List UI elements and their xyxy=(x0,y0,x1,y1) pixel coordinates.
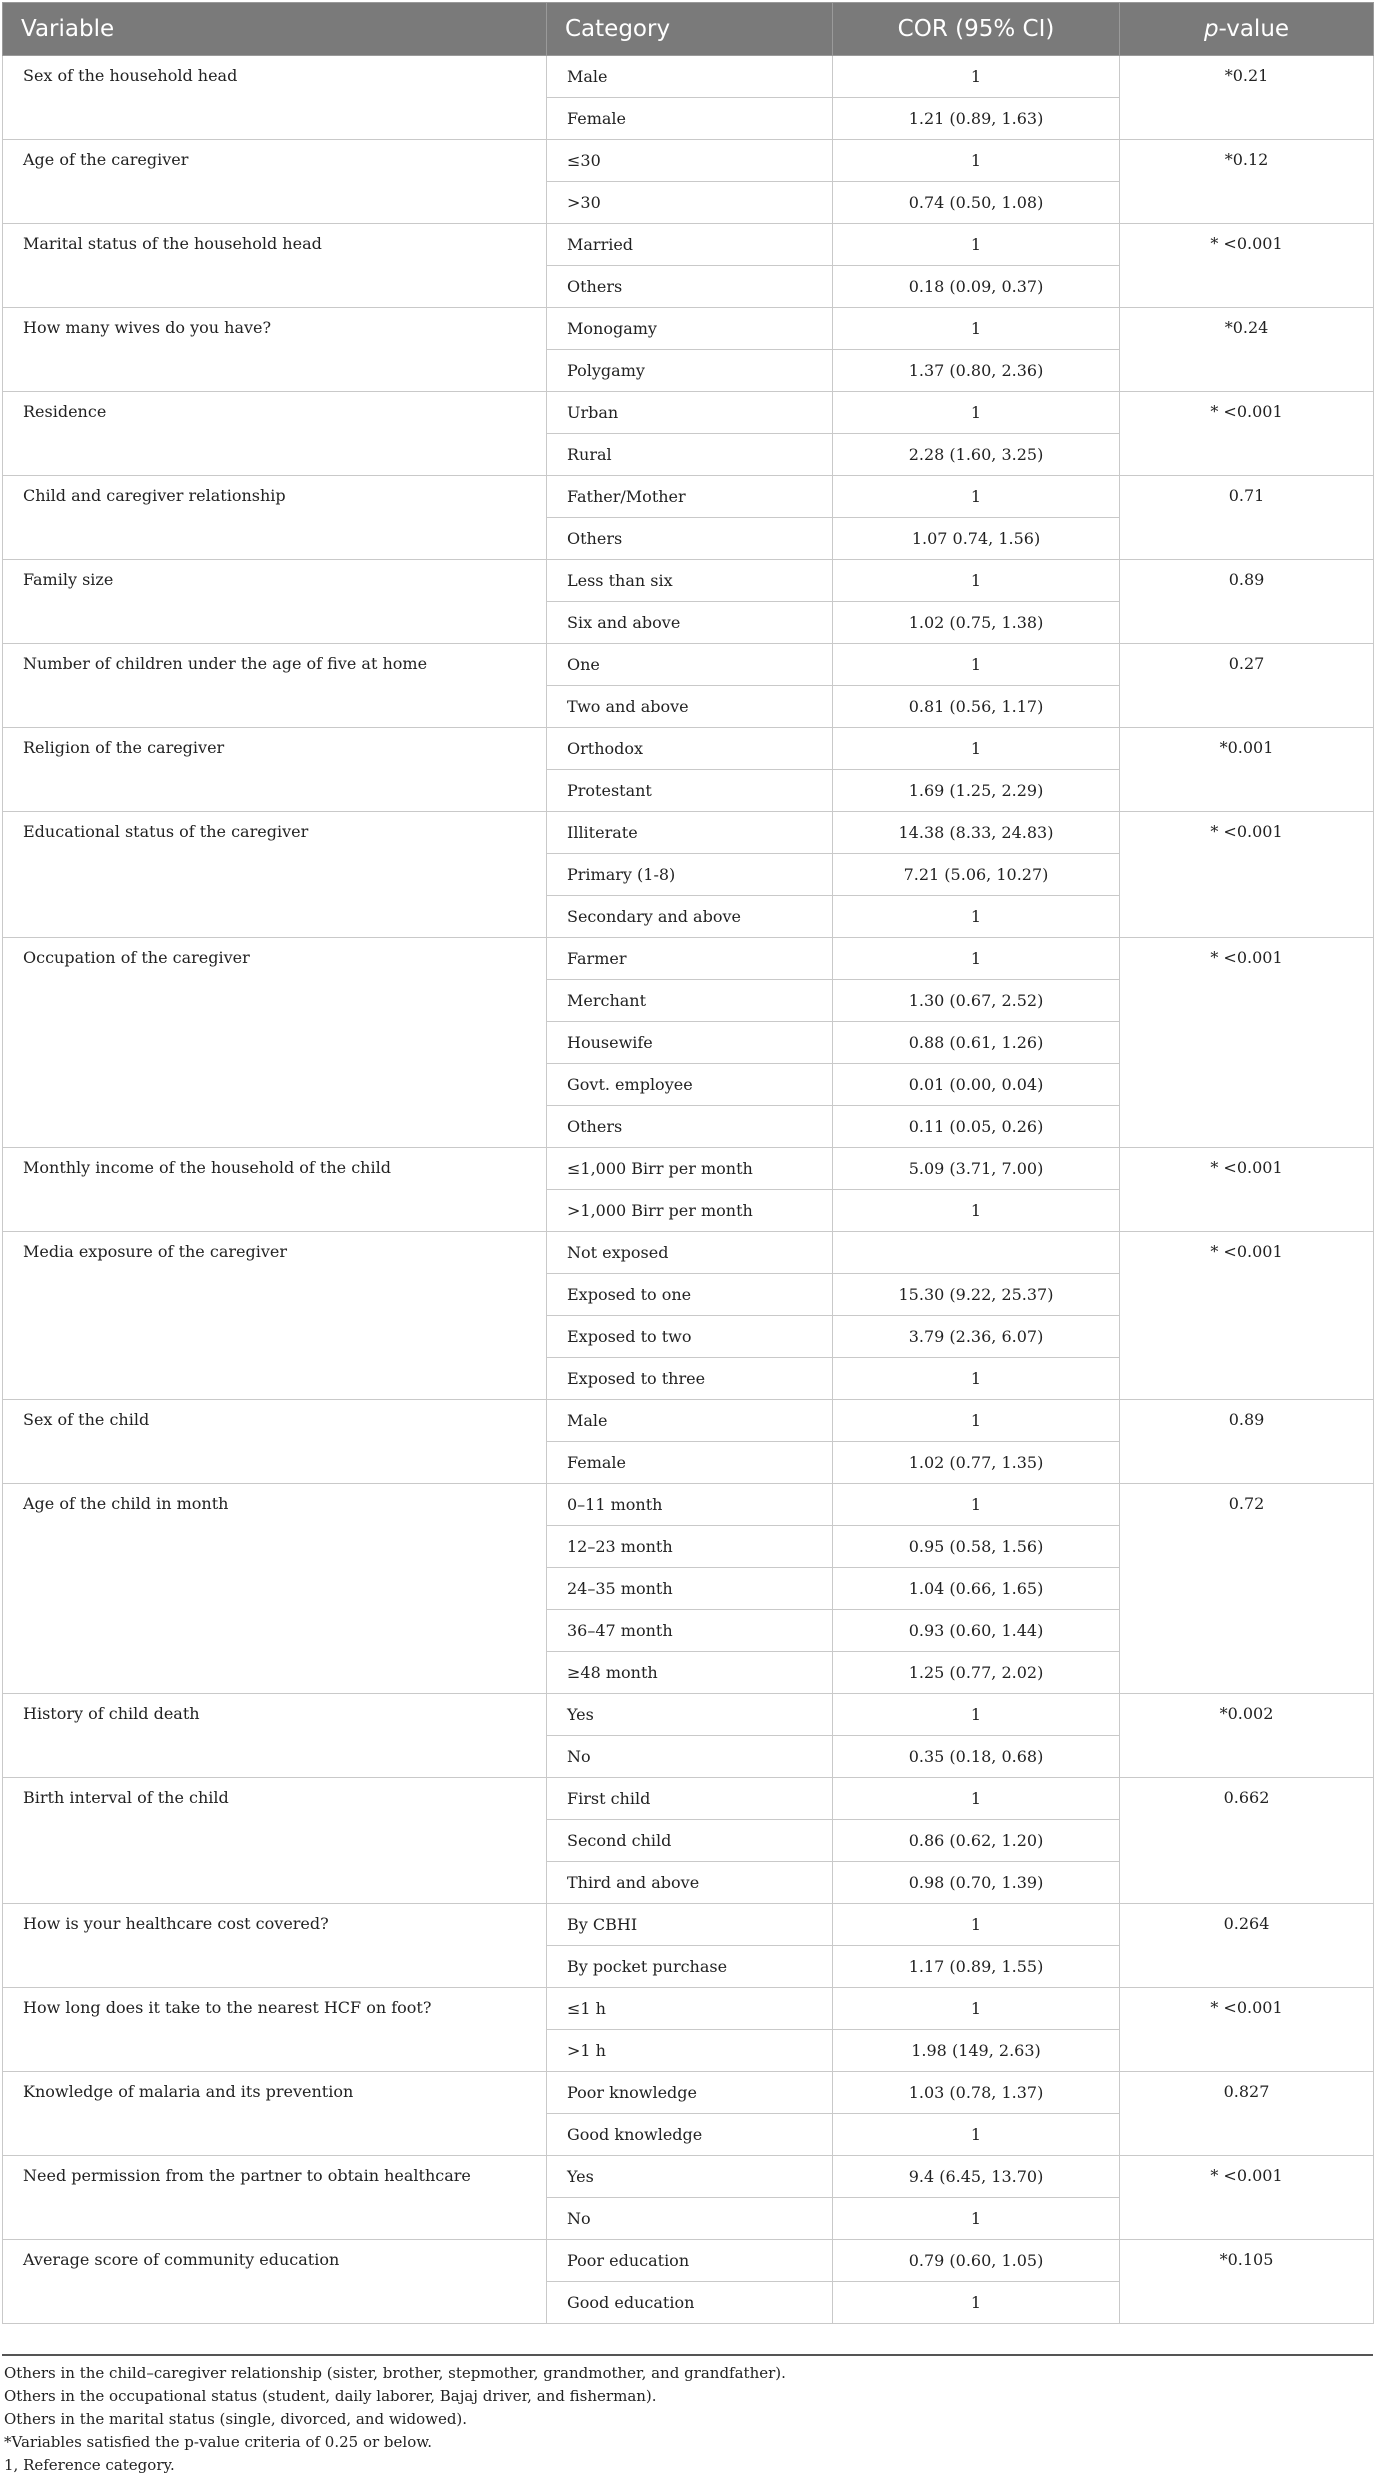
category-cell: Merchant xyxy=(547,980,833,1022)
variable-cell: Child and caregiver relationship xyxy=(3,476,547,560)
category-cell: >1,000 Birr per month xyxy=(547,1190,833,1232)
table-row xyxy=(3,938,1374,980)
cor-cell: 0.98 (0.70, 1.39) xyxy=(833,1862,1120,1904)
cor-cell: 1 xyxy=(833,1484,1120,1526)
variable-cell: Sex of the child xyxy=(3,1400,547,1484)
category-cell: 36–47 month xyxy=(547,1610,833,1652)
category-cell: Housewife xyxy=(547,1022,833,1064)
category-cell: Orthodox xyxy=(547,728,833,770)
table-row xyxy=(3,1778,1374,1820)
cor-cell xyxy=(833,1232,1120,1274)
table-row xyxy=(3,1148,1374,1190)
header-variable: Variable xyxy=(3,3,547,56)
variable-cell: Residence xyxy=(3,392,547,476)
cor-cell: 1 xyxy=(833,644,1120,686)
table-row xyxy=(3,2156,1374,2198)
cor-cell: 1 xyxy=(833,1400,1120,1442)
footnote-line: *Variables satisfied the p-value criteria of 0.25 or below. xyxy=(4,2433,433,2451)
table-row xyxy=(3,56,1374,98)
cor-cell: 0.81 (0.56, 1.17) xyxy=(833,686,1120,728)
cor-cell: 1 xyxy=(833,1778,1120,1820)
category-cell: Male xyxy=(547,1400,833,1442)
cor-cell: 0.93 (0.60, 1.44) xyxy=(833,1610,1120,1652)
category-cell: 24–35 month xyxy=(547,1568,833,1610)
pvalue-cell: 0.72 xyxy=(1120,1484,1374,1694)
cor-cell: 1.17 (0.89, 1.55) xyxy=(833,1946,1120,1988)
category-cell: Exposed to one xyxy=(547,1274,833,1316)
cor-cell: 7.21 (5.06, 10.27) xyxy=(833,854,1120,896)
category-cell: No xyxy=(547,1736,833,1778)
table-row xyxy=(3,728,1374,770)
cor-cell: 1.37 (0.80, 2.36) xyxy=(833,350,1120,392)
category-cell: Six and above xyxy=(547,602,833,644)
pvalue-cell: 0.89 xyxy=(1120,1400,1374,1484)
cor-cell: 1.07 0.74, 1.56) xyxy=(833,518,1120,560)
category-cell: >1 h xyxy=(547,2030,833,2072)
variable-cell: Age of the caregiver xyxy=(3,140,547,224)
variable-cell: History of child death xyxy=(3,1694,547,1778)
cor-cell: 2.28 (1.60, 3.25) xyxy=(833,434,1120,476)
category-cell: Good education xyxy=(547,2282,833,2324)
table-row xyxy=(3,140,1374,182)
cor-cell: 0.01 (0.00, 0.04) xyxy=(833,1064,1120,1106)
pvalue-cell: *0.002 xyxy=(1120,1694,1374,1778)
category-cell: Polygamy xyxy=(547,350,833,392)
variable-cell: Media exposure of the caregiver xyxy=(3,1232,547,1400)
table-row xyxy=(3,560,1374,602)
variable-cell: Marital status of the household head xyxy=(3,224,547,308)
category-cell: Female xyxy=(547,98,833,140)
table-row xyxy=(3,1694,1374,1736)
header-category: Category xyxy=(547,3,833,56)
pvalue-cell: *0.105 xyxy=(1120,2240,1374,2324)
cor-cell: 1 xyxy=(833,392,1120,434)
pvalue-cell: 0.89 xyxy=(1120,560,1374,644)
pvalue-cell: *0.24 xyxy=(1120,308,1374,392)
pvalue-cell: *0.001 xyxy=(1120,728,1374,812)
pvalue-cell: * <0.001 xyxy=(1120,224,1374,308)
variable-cell: Monthly income of the household of the child xyxy=(3,1148,547,1232)
cor-cell: 9.4 (6.45, 13.70) xyxy=(833,2156,1120,2198)
category-cell: Third and above xyxy=(547,1862,833,1904)
cor-cell: 1 xyxy=(833,728,1120,770)
cor-cell: 1 xyxy=(833,56,1120,98)
category-cell: >30 xyxy=(547,182,833,224)
variable-cell: Educational status of the caregiver xyxy=(3,812,547,938)
variable-cell: Birth interval of the child xyxy=(3,1778,547,1904)
table-row xyxy=(3,2240,1374,2282)
cor-cell: 1.02 (0.75, 1.38) xyxy=(833,602,1120,644)
cor-cell: 0.88 (0.61, 1.26) xyxy=(833,1022,1120,1064)
cor-cell: 0.79 (0.60, 1.05) xyxy=(833,2240,1120,2282)
category-cell: Monogamy xyxy=(547,308,833,350)
category-cell: Urban xyxy=(547,392,833,434)
cor-cell: 3.79 (2.36, 6.07) xyxy=(833,1316,1120,1358)
category-cell: Poor education xyxy=(547,2240,833,2282)
cor-cell: 1.98 (149, 2.63) xyxy=(833,2030,1120,2072)
variable-cell: Need permission from the partner to obtain healthcare xyxy=(3,2156,547,2240)
category-cell: Father/Mother xyxy=(547,476,833,518)
cor-cell: 1 xyxy=(833,1988,1120,2030)
category-cell: Second child xyxy=(547,1820,833,1862)
cor-cell: 1 xyxy=(833,476,1120,518)
category-cell: Others xyxy=(547,518,833,560)
table-row xyxy=(3,308,1374,350)
category-cell: First child xyxy=(547,1778,833,1820)
variable-cell: Average score of community education xyxy=(3,2240,547,2324)
category-cell: Poor knowledge xyxy=(547,2072,833,2114)
cor-cell: 1 xyxy=(833,2198,1120,2240)
cor-cell: 1 xyxy=(833,224,1120,266)
cor-cell: 1 xyxy=(833,2114,1120,2156)
pvalue-cell: * <0.001 xyxy=(1120,1232,1374,1400)
table-row xyxy=(3,224,1374,266)
category-cell: By pocket purchase xyxy=(547,1946,833,1988)
cor-cell: 5.09 (3.71, 7.00) xyxy=(833,1148,1120,1190)
table-row xyxy=(3,644,1374,686)
cor-cell: 1.21 (0.89, 1.63) xyxy=(833,98,1120,140)
category-cell: Others xyxy=(547,1106,833,1148)
cor-cell: 1 xyxy=(833,1904,1120,1946)
cor-cell: 1.04 (0.66, 1.65) xyxy=(833,1568,1120,1610)
category-cell: Rural xyxy=(547,434,833,476)
header-pvalue-rest: -value xyxy=(1218,16,1290,42)
category-cell: 12–23 month xyxy=(547,1526,833,1568)
table-row xyxy=(3,1400,1374,1442)
category-cell: Male xyxy=(547,56,833,98)
footnote-line: Others in the marital status (single, divorced, and widowed). xyxy=(4,2410,468,2428)
category-cell: ≤1,000 Birr per month xyxy=(547,1148,833,1190)
pvalue-cell: 0.827 xyxy=(1120,2072,1374,2156)
header-pvalue xyxy=(1120,3,1374,56)
cor-cell: 1 xyxy=(833,140,1120,182)
pvalue-cell: 0.27 xyxy=(1120,644,1374,728)
category-cell: Illiterate xyxy=(547,812,833,854)
variable-cell: Occupation of the caregiver xyxy=(3,938,547,1148)
pvalue-cell: * <0.001 xyxy=(1120,1988,1374,2072)
variable-cell: Age of the child in month xyxy=(3,1484,547,1694)
table-row xyxy=(3,2072,1374,2114)
table-row xyxy=(3,812,1374,854)
category-cell: Yes xyxy=(547,1694,833,1736)
table-row xyxy=(3,1904,1374,1946)
cor-cell: 0.11 (0.05, 0.26) xyxy=(833,1106,1120,1148)
cor-cell: 0.74 (0.50, 1.08) xyxy=(833,182,1120,224)
category-cell: Others xyxy=(547,266,833,308)
cor-cell: 0.86 (0.62, 1.20) xyxy=(833,1820,1120,1862)
category-cell: ≤1 h xyxy=(547,1988,833,2030)
category-cell: Protestant xyxy=(547,770,833,812)
cor-cell: 1 xyxy=(833,1358,1120,1400)
header-cor: COR (95% CI) xyxy=(833,3,1120,56)
cor-cell: 14.38 (8.33, 24.83) xyxy=(833,812,1120,854)
cor-table xyxy=(2,2,1374,2324)
cor-cell: 15.30 (9.22, 25.37) xyxy=(833,1274,1120,1316)
category-cell: Govt. employee xyxy=(547,1064,833,1106)
variable-cell: Number of children under the age of five at home xyxy=(3,644,547,728)
variable-cell: How long does it take to the nearest HCF on foot? xyxy=(3,1988,547,2072)
table-header-row xyxy=(3,3,1374,56)
footnote-line: 1, Reference category. xyxy=(4,2456,175,2474)
category-cell: By CBHI xyxy=(547,1904,833,1946)
category-cell: 0–11 month xyxy=(547,1484,833,1526)
table-row xyxy=(3,1232,1374,1274)
category-cell: Female xyxy=(547,1442,833,1484)
table-row xyxy=(3,476,1374,518)
category-cell: ≥48 month xyxy=(547,1652,833,1694)
category-cell: Two and above xyxy=(547,686,833,728)
category-cell: Farmer xyxy=(547,938,833,980)
footnote-line: Others in the child–caregiver relationship (sister, brother, stepmother, grandmother, and grandfather). xyxy=(4,2364,786,2382)
pvalue-cell: * <0.001 xyxy=(1120,1148,1374,1232)
category-cell: Yes xyxy=(547,2156,833,2198)
pvalue-cell: 0.662 xyxy=(1120,1778,1374,1904)
category-cell: Exposed to two xyxy=(547,1316,833,1358)
pvalue-cell: * <0.001 xyxy=(1120,392,1374,476)
cor-cell: 0.95 (0.58, 1.56) xyxy=(833,1526,1120,1568)
cor-cell: 1 xyxy=(833,308,1120,350)
category-cell: Married xyxy=(547,224,833,266)
pvalue-cell: * <0.001 xyxy=(1120,938,1374,1148)
cor-cell: 1.25 (0.77, 2.02) xyxy=(833,1652,1120,1694)
table-footnotes xyxy=(2,2354,1373,2477)
cor-cell: 0.35 (0.18, 0.68) xyxy=(833,1736,1120,1778)
category-cell: ≤30 xyxy=(547,140,833,182)
cor-cell: 1 xyxy=(833,2282,1120,2324)
category-cell: Good knowledge xyxy=(547,2114,833,2156)
cor-cell: 1.02 (0.77, 1.35) xyxy=(833,1442,1120,1484)
variable-cell: Family size xyxy=(3,560,547,644)
category-cell: No xyxy=(547,2198,833,2240)
category-cell: Exposed to three xyxy=(547,1358,833,1400)
pvalue-cell: * <0.001 xyxy=(1120,2156,1374,2240)
variable-cell: Sex of the household head xyxy=(3,56,547,140)
variable-cell: How is your healthcare cost covered? xyxy=(3,1904,547,1988)
table-row xyxy=(3,1988,1374,2030)
footnote-line: Others in the occupational status (student, daily laborer, Bajaj driver, and fisherman). xyxy=(4,2387,657,2405)
pvalue-cell: *0.21 xyxy=(1120,56,1374,140)
category-cell: Secondary and above xyxy=(547,896,833,938)
variable-cell: Religion of the caregiver xyxy=(3,728,547,812)
category-cell: Less than six xyxy=(547,560,833,602)
cor-cell: 1 xyxy=(833,560,1120,602)
table-row xyxy=(3,1484,1374,1526)
cor-cell: 1.30 (0.67, 2.52) xyxy=(833,980,1120,1022)
pvalue-cell: * <0.001 xyxy=(1120,812,1374,938)
header-pvalue-p: p xyxy=(1203,16,1219,42)
category-cell: Primary (1-8) xyxy=(547,854,833,896)
pvalue-cell: 0.71 xyxy=(1120,476,1374,560)
cor-cell: 1 xyxy=(833,938,1120,980)
cor-cell: 0.18 (0.09, 0.37) xyxy=(833,266,1120,308)
category-cell: Not exposed xyxy=(547,1232,833,1274)
pvalue-cell: 0.264 xyxy=(1120,1904,1374,1988)
cor-cell: 1.69 (1.25, 2.29) xyxy=(833,770,1120,812)
table-row xyxy=(3,392,1374,434)
cor-cell: 1.03 (0.78, 1.37) xyxy=(833,2072,1120,2114)
cor-cell: 1 xyxy=(833,1694,1120,1736)
variable-cell: Knowledge of malaria and its prevention xyxy=(3,2072,547,2156)
variable-cell: How many wives do you have? xyxy=(3,308,547,392)
cor-cell: 1 xyxy=(833,896,1120,938)
pvalue-cell: *0.12 xyxy=(1120,140,1374,224)
category-cell: One xyxy=(547,644,833,686)
cor-cell: 1 xyxy=(833,1190,1120,1232)
